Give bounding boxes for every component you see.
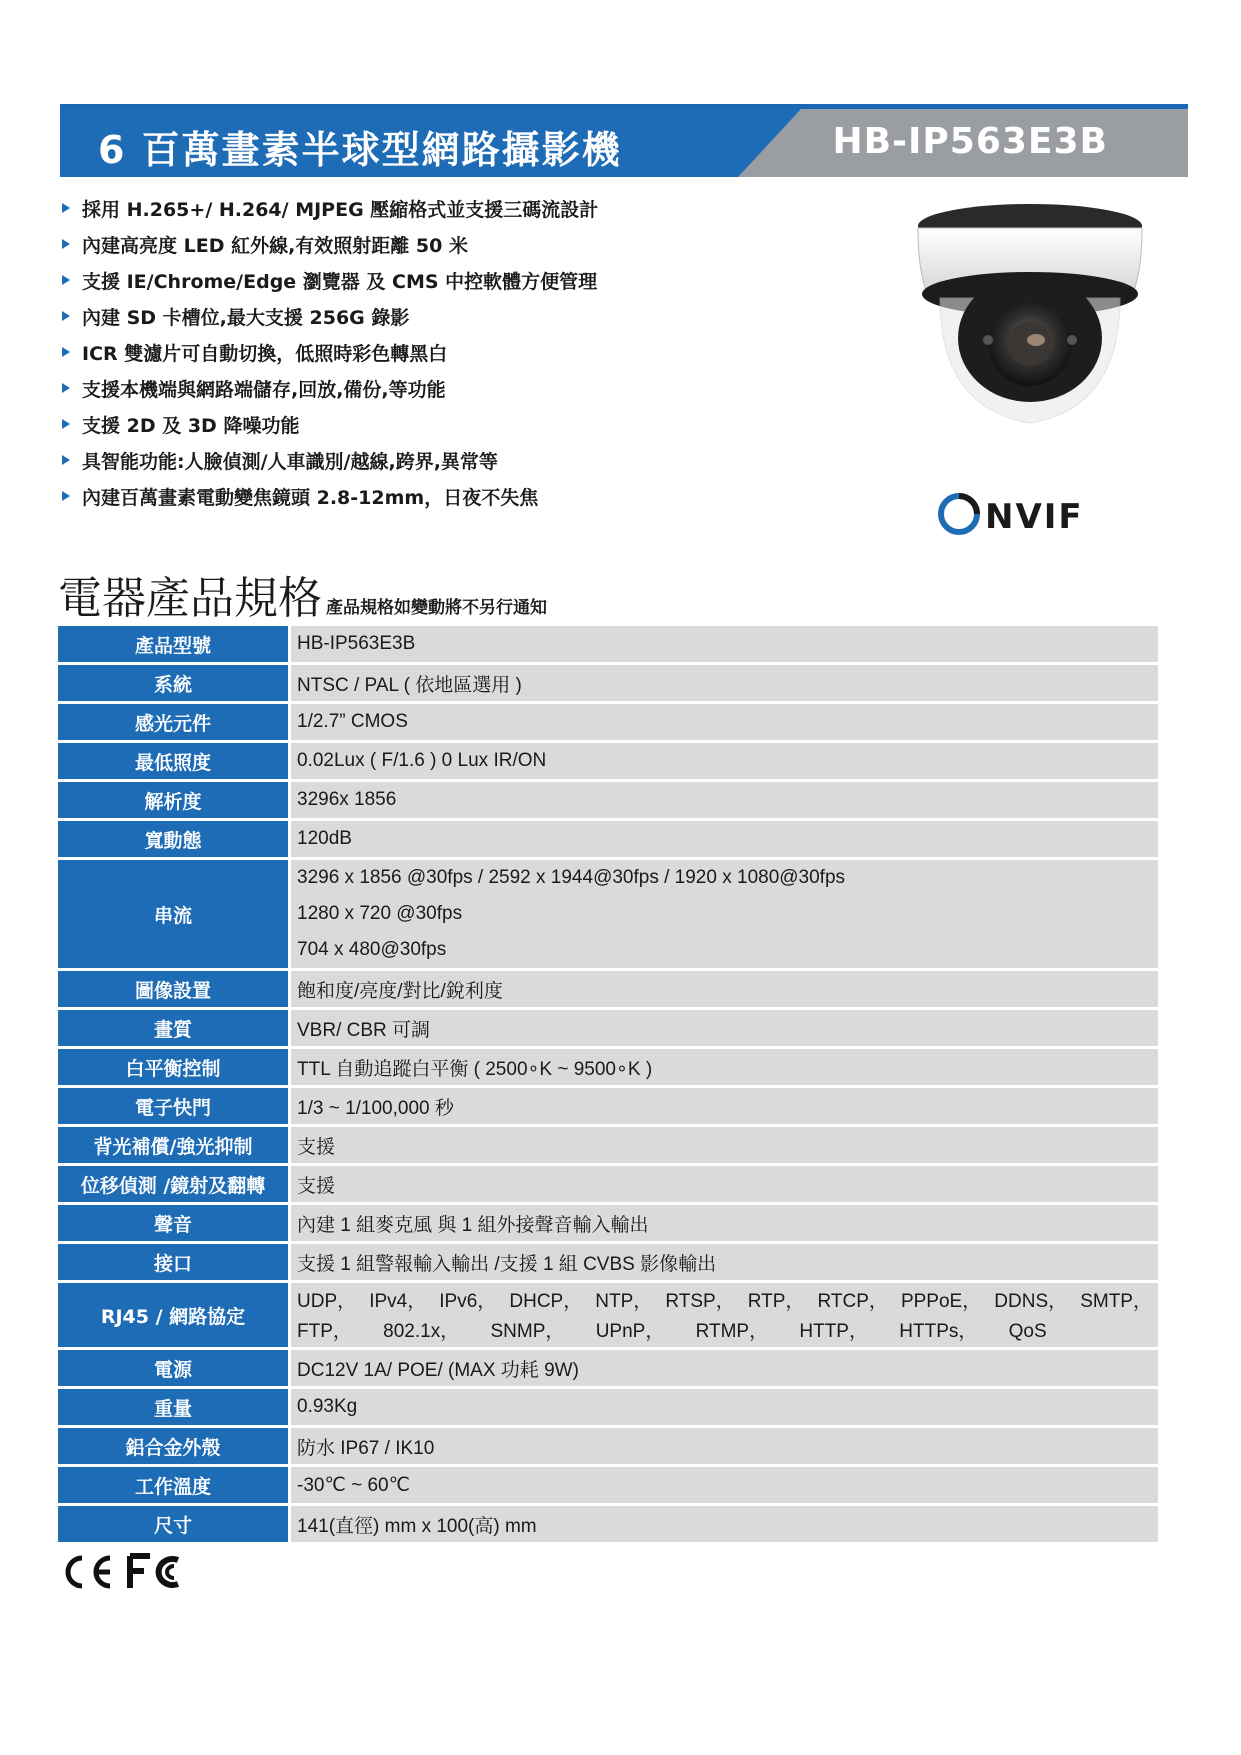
spec-label: 感光元件 <box>58 704 288 740</box>
svg-text:NVIF: NVIF <box>985 497 1084 537</box>
protocol: IPv6， <box>439 1291 497 1312</box>
spec-value: VBR/ CBR 可調 <box>291 1010 1158 1046</box>
protocol: HTTPs， <box>899 1321 978 1342</box>
feature-item: 內建高亮度 LED 紅外線,有效照射距離 50 米 <box>60 226 840 262</box>
protocol: DHCP， <box>509 1291 583 1312</box>
spec-value: NTSC / PAL ( 依地區選用 ) <box>291 665 1158 701</box>
spec-row <box>58 782 1158 818</box>
feature-item: ICR 雙濾片可自動切換，低照時彩色轉黑白 <box>60 334 840 370</box>
spec-value: 支援 <box>291 1127 1158 1163</box>
product-model: HB-IP563E3B <box>832 121 1108 162</box>
spec-row <box>58 860 1158 968</box>
feature-item: 內建百萬畫素電動變焦鏡頭 2.8-12mm，日夜不失焦 <box>60 478 840 514</box>
protocol: DDNS， <box>994 1291 1068 1312</box>
spec-value: 內建 1 組麥克風 與 1 組外接聲音輸入輸出 <box>291 1205 1158 1241</box>
spec-value: 0.93Kg <box>291 1389 1158 1425</box>
spec-row <box>58 1350 1158 1386</box>
fc-mark-icon <box>126 1552 188 1592</box>
ce-mark-icon <box>58 1552 116 1592</box>
spec-value-multiline <box>291 860 1158 968</box>
spec-row <box>58 1088 1158 1124</box>
spec-label: 畫質 <box>58 1010 288 1046</box>
spec-label: 重量 <box>58 1389 288 1425</box>
spec-row <box>58 1506 1158 1542</box>
spec-label: 寬動態 <box>58 821 288 857</box>
product-title: 6 百萬畫素半球型網路攝影機 <box>98 128 622 172</box>
spec-row <box>58 1205 1158 1241</box>
spec-label: 系統 <box>58 665 288 701</box>
spec-row <box>58 971 1158 1007</box>
bullet-triangle-icon <box>62 491 70 501</box>
bullet-triangle-icon <box>62 455 70 465</box>
spec-value: 141(直徑) mm x 100(高) mm <box>291 1506 1158 1542</box>
spec-label: 背光補償/強光抑制 <box>58 1127 288 1163</box>
spec-value: 1/2.7” CMOS <box>291 704 1158 740</box>
spec-row <box>58 704 1158 740</box>
protocol-line <box>297 1317 1158 1347</box>
spec-label: 聲音 <box>58 1205 288 1241</box>
spec-label: RJ45 / 網路協定 <box>58 1283 288 1347</box>
bullet-triangle-icon <box>62 311 70 321</box>
spec-heading-title: 電器產品規格 <box>58 573 322 624</box>
spec-value: 0.02Lux ( F/1.6 ) 0 Lux IR/ON <box>291 743 1158 779</box>
spec-row <box>58 1166 1158 1202</box>
spec-value: HB-IP563E3B <box>291 626 1158 662</box>
spec-label: 圖像設置 <box>58 971 288 1007</box>
spec-row <box>58 1127 1158 1163</box>
protocol: UDP， <box>297 1291 357 1312</box>
spec-label: 尺寸 <box>58 1506 288 1542</box>
bullet-triangle-icon <box>62 239 70 249</box>
dome-camera-image <box>900 198 1160 430</box>
spec-row <box>58 1049 1158 1085</box>
spec-row <box>58 1389 1158 1425</box>
spec-row <box>58 743 1158 779</box>
header-banner <box>60 109 1188 177</box>
protocol-line <box>297 1287 1158 1317</box>
spec-label: 白平衡控制 <box>58 1049 288 1085</box>
spec-table <box>58 626 1158 1545</box>
protocol: UPnP， <box>595 1321 665 1342</box>
spec-label: 串流 <box>58 860 288 968</box>
spec-value: 飽和度/亮度/對比/銳利度 <box>291 971 1158 1007</box>
spec-label: 電子快門 <box>58 1088 288 1124</box>
spec-label: 解析度 <box>58 782 288 818</box>
spec-row <box>58 626 1158 662</box>
spec-label: 鋁合金外殼 <box>58 1428 288 1464</box>
spec-row <box>58 1283 1158 1347</box>
protocol: HTTP， <box>799 1321 868 1342</box>
spec-row <box>58 821 1158 857</box>
spec-heading <box>58 562 547 626</box>
feature-item: 支援 2D 及 3D 降噪功能 <box>60 406 840 442</box>
spec-value: 3296x 1856 <box>291 782 1158 818</box>
spec-value: DC12V 1A/ POE/ (MAX 功耗 9W) <box>291 1350 1158 1386</box>
protocol: SNMP， <box>490 1321 565 1342</box>
protocol: IPv4， <box>369 1291 427 1312</box>
feature-item: 支援 IE/Chrome/Edge 瀏覽器 及 CMS 中控軟體方便管理 <box>60 262 840 298</box>
spec-label: 工作溫度 <box>58 1467 288 1503</box>
bullet-triangle-icon <box>62 275 70 285</box>
spec-heading-note: 產品規格如變動將不另行通知 <box>326 598 547 618</box>
stream-line: 3296 x 1856 @30fps / 2592 x 1944@30fps / 1920 x 1080@30fps <box>297 867 846 888</box>
feature-item: 具智能功能:人臉偵測/人車識別/越線,跨界,異常等 <box>60 442 840 478</box>
protocol: RTP， <box>747 1291 805 1312</box>
feature-item: 採用 H.265+/ H.264/ MJPEG 壓縮格式並支援三碼流設計 <box>60 190 840 226</box>
spec-value: TTL 自動追蹤白平衡 ( 2500∘K ~ 9500∘K ) <box>291 1049 1158 1085</box>
onvif-logo <box>937 490 1097 538</box>
spec-label: 產品型號 <box>58 626 288 662</box>
spec-row <box>58 1467 1158 1503</box>
stream-line: 704 x 480@30fps <box>297 939 447 960</box>
protocol: NTP， <box>595 1291 653 1312</box>
feature-item: 內建 SD 卡槽位,最大支援 256G 錄影 <box>60 298 840 334</box>
stream-line: 1280 x 720 @30fps <box>297 903 463 924</box>
protocol: RTSP， <box>665 1291 735 1312</box>
bullet-triangle-icon <box>62 203 70 213</box>
protocol: FTP， <box>297 1321 352 1342</box>
bullet-triangle-icon <box>62 347 70 357</box>
spec-value: 120dB <box>291 821 1158 857</box>
protocol: RTCP， <box>817 1291 888 1312</box>
feature-list <box>60 190 840 514</box>
spec-label: 電源 <box>58 1350 288 1386</box>
certification-logos <box>58 1552 188 1592</box>
spec-value: 支援 1 組警報輸入輸出 /支援 1 組 CVBS 影像輸出 <box>291 1244 1158 1280</box>
spec-label: 最低照度 <box>58 743 288 779</box>
network-protocols <box>291 1283 1158 1347</box>
spec-value: 支援 <box>291 1166 1158 1202</box>
spec-row <box>58 665 1158 701</box>
protocol: 802.1x， <box>383 1321 460 1342</box>
protocol: SMTP， <box>1080 1291 1152 1312</box>
spec-row <box>58 1010 1158 1046</box>
spec-value: 防水 IP67 / IK10 <box>291 1428 1158 1464</box>
protocol: QoS <box>1008 1321 1047 1342</box>
feature-item: 支援本機端與網路端儲存,回放,備份,等功能 <box>60 370 840 406</box>
bullet-triangle-icon <box>62 419 70 429</box>
spec-value: 1/3 ~ 1/100,000 秒 <box>291 1088 1158 1124</box>
spec-value: -30℃ ~ 60℃ <box>291 1467 1158 1503</box>
spec-label: 位移偵測 /鏡射及翻轉 <box>58 1166 288 1202</box>
protocol: PPPoE， <box>900 1291 982 1312</box>
spec-row <box>58 1244 1158 1280</box>
protocol: RTMP， <box>695 1321 769 1342</box>
spec-row <box>58 1428 1158 1464</box>
bullet-triangle-icon <box>62 383 70 393</box>
spec-label: 接口 <box>58 1244 288 1280</box>
